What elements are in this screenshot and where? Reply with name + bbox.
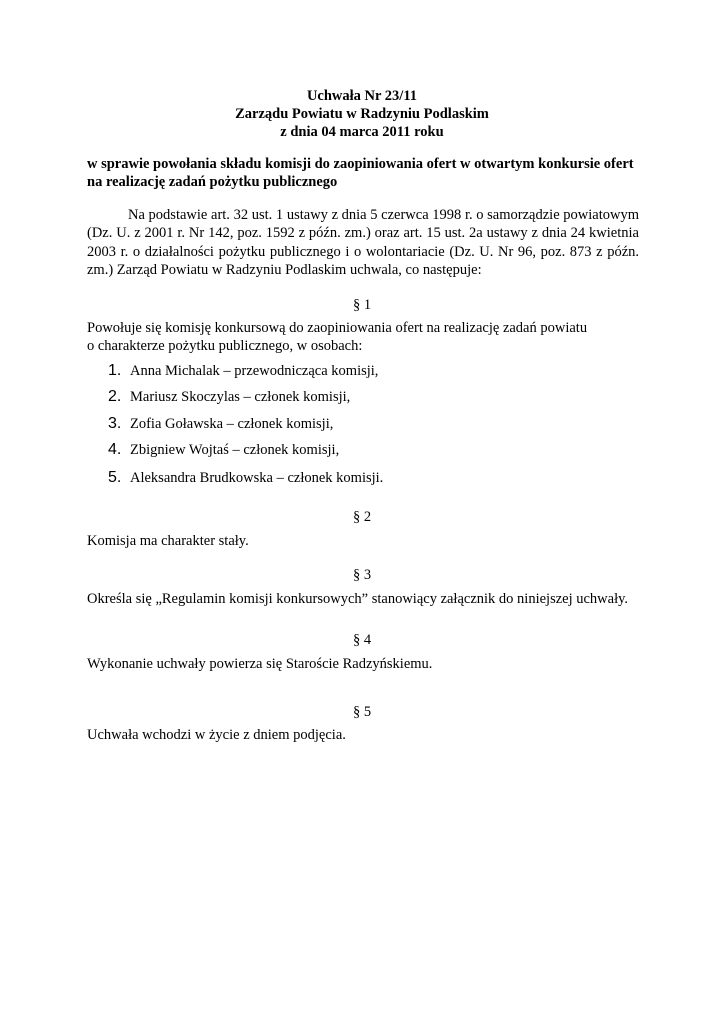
issuing-body: Zarządu Powiatu w Radzyniu Podlaskim: [235, 106, 489, 122]
section-4-heading: § 4: [352, 632, 372, 648]
member-number: 5.: [108, 469, 122, 486]
section-2-heading: § 2: [352, 509, 372, 525]
member-number: 2.: [108, 388, 122, 405]
resolution-number: Uchwała Nr 23/11: [306, 88, 418, 104]
section-3-heading: § 3: [352, 567, 372, 583]
member-number: 4.: [108, 441, 122, 458]
member-list-item: [108, 362, 628, 380]
member-list-item: [108, 415, 628, 433]
member-text: Anna Michalak – przewodnicząca komisji,: [130, 363, 379, 379]
member-list-item: [108, 388, 628, 406]
subject-line-2: na realizację zadań pożytku publicznego: [87, 174, 338, 190]
member-text: Mariusz Skoczylas – członek komisji,: [130, 389, 351, 405]
member-number: 1.: [108, 362, 122, 379]
section-3-text: Określa się „Regulamin komisji konkursowych” stanowiący załącznik do niniejszej uchwały.: [87, 591, 629, 607]
legal-basis-paragraph: [87, 206, 639, 279]
subject-line-1: w sprawie powołania składu komisji do zaopiniowania ofert w otwartym konkursie ofert: [87, 156, 634, 172]
section-2-text: Komisja ma charakter stały.: [87, 533, 249, 549]
resolution-date: z dnia 04 marca 2011 roku: [280, 124, 444, 140]
section-4-text: Wykonanie uchwały powierza się Staroście Radzyńskiemu.: [87, 656, 433, 672]
member-text: Zofia Goławska – członek komisji,: [130, 416, 334, 432]
member-list-item: [108, 441, 628, 459]
section-1-heading: § 1: [352, 297, 372, 313]
legal-basis-text: Na podstawie art. 32 ust. 1 ustawy z dnia 5 czerwca 1998 r. o samorządzie powiatowym (Dz. U. z 2001 r. Nr 142, poz. 1592 z późn. zm.) oraz art. 15 ust. 2a ustawy z dnia 24 kwietnia 2003 r. o działalności pożytku publicznego i o wolontariacie (Dz. U. Nr 96, poz. 873 z późn. zm.) Zarząd Powiatu w Radzyniu Podlaskim uchwala, co następuje:: [87, 207, 639, 278]
member-number: 3.: [108, 415, 122, 432]
section-5-heading: § 5: [352, 704, 372, 720]
section-5-text: Uchwała wchodzi w życie z dniem podjęcia.: [87, 727, 346, 743]
section-1-text-line-2: o charakterze pożytku publicznego, w osobach:: [87, 338, 363, 354]
member-list-item: [108, 469, 628, 487]
member-text: Zbigniew Wojtaś – członek komisji,: [130, 442, 340, 458]
member-text: Aleksandra Brudkowska – członek komisji.: [130, 470, 384, 486]
section-1-text-line-1: Powołuje się komisję konkursową do zaopiniowania ofert na realizację zadań powiatu: [87, 320, 588, 336]
